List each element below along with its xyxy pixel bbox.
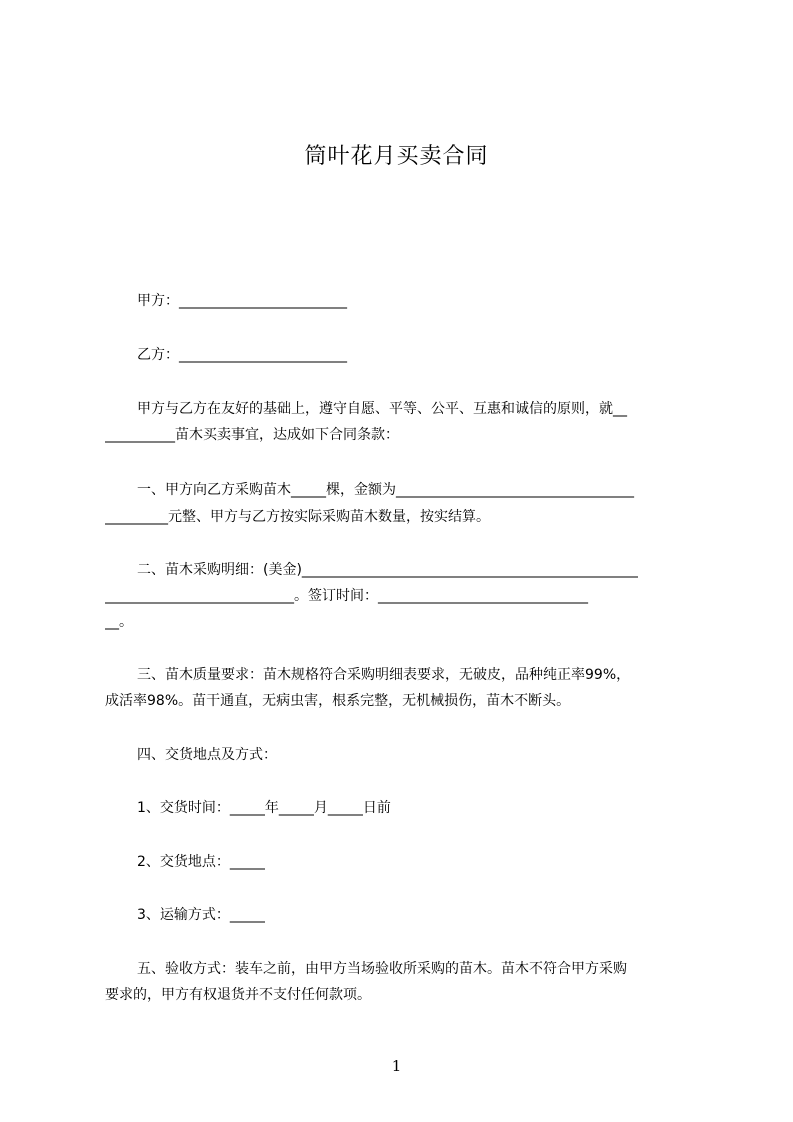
document-title: 筒叶花月买卖合同 xyxy=(304,144,489,169)
intro-paragraph-line-2: __________苗木买卖事宜，达成如下合同条款： xyxy=(105,427,399,443)
clause-3-line-2: 成活率98%。苗干通直，无病虫害，根系完整，无机械损伤，苗木不断头。 xyxy=(105,693,571,709)
transport-method-line: 3、运输方式：_____ xyxy=(137,907,265,923)
delivery-time-line: 1、交货时间：_____年_____月_____日前 xyxy=(137,800,391,816)
party-b-line: 乙方：________________________ xyxy=(137,347,347,363)
clause-4-heading: 四、交货地点及方式： xyxy=(137,747,277,763)
clause-1-line-1: 一、甲方向乙方采购苗木_____棵，金额为__________________________________ xyxy=(137,482,634,498)
intro-paragraph-line-1: 甲方与乙方在友好的基础上，遵守自愿、平等、公平、互惠和诚信的原则，就__ xyxy=(137,401,627,417)
clause-5-line-1: 五、验收方式：装车之前，由甲方当场验收所采购的苗木。苗木不符合甲方采购 xyxy=(137,961,627,977)
clause-2-line-1: 二、苗木采购明细：(美金)________________________________________________ xyxy=(137,562,638,578)
delivery-place-line: 2、交货地点：_____ xyxy=(137,854,265,870)
page-number: 1 xyxy=(391,1057,402,1075)
clause-2-line-3: __。 xyxy=(105,614,133,630)
clause-5-line-2: 要求的，甲方有权退货并不支付任何款项。 xyxy=(105,987,371,1003)
clause-2-line-2: ___________________________。签订时间：______________________________ xyxy=(105,588,588,604)
clause-1-line-2: _________元整、甲方与乙方按实际采购苗木数量，按实结算。 xyxy=(105,509,490,525)
party-a-line: 甲方：________________________ xyxy=(137,293,347,309)
clause-3-line-1: 三、苗木质量要求：苗木规格符合采购明细表要求，无破皮，品种纯正率99%， xyxy=(137,667,631,683)
